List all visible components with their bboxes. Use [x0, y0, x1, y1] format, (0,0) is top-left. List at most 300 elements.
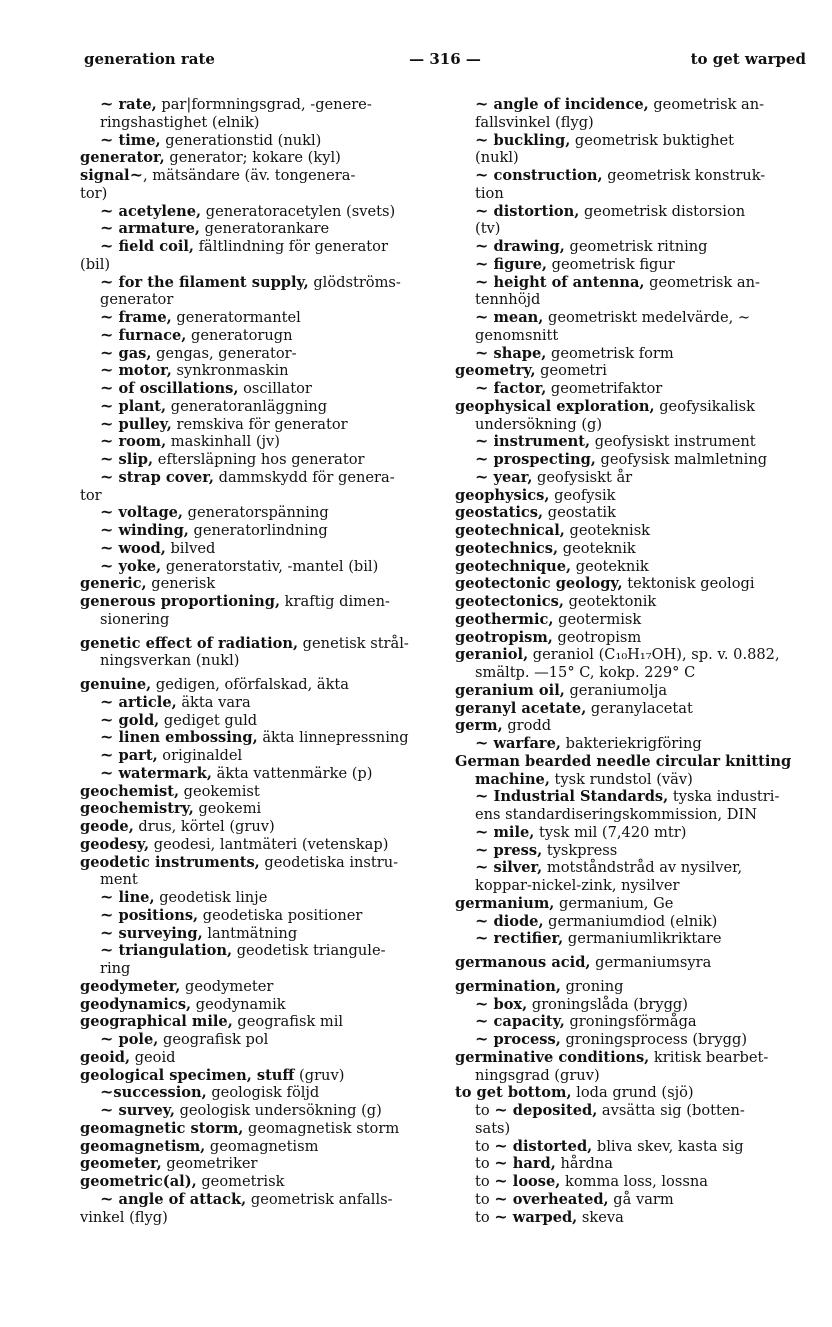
dictionary-entry: [80, 167, 430, 185]
swung-dash: ~: [100, 236, 114, 255]
swung-dash: ~: [475, 431, 489, 451]
headword: silver,: [488, 859, 543, 877]
definition: originaldel: [157, 747, 243, 764]
headword: diode,: [488, 912, 544, 930]
headword: line,: [113, 889, 155, 906]
definition: ningsverkan (nukl): [100, 652, 240, 670]
headword: angle of attack,: [113, 1190, 247, 1208]
headword: voltage,: [113, 504, 184, 522]
swung-dash: ~: [100, 466, 114, 486]
dictionary-entry: [455, 700, 810, 718]
definition: geokemist: [179, 782, 260, 800]
headword: rectifier,: [488, 930, 564, 948]
entry-continuation: [455, 291, 810, 309]
dictionary-entry: [80, 836, 430, 854]
sub-entry: [80, 395, 430, 416]
definition: groningslåda (brygg): [527, 995, 688, 1013]
sub-entry: [455, 309, 810, 327]
swung-dash: ~: [100, 520, 114, 539]
definition: , mätsändare (äv. tongenera-: [142, 167, 356, 184]
definition: tysk mil (7,420 mtr): [534, 823, 687, 841]
headword: hard,: [507, 1155, 556, 1173]
headword: mean,: [488, 309, 544, 326]
entry-continuation: [80, 114, 430, 132]
sub-entry: [455, 200, 810, 221]
entry-continuation: [455, 149, 810, 167]
swung-dash: ~: [475, 129, 489, 149]
definition: genetisk strål-: [298, 634, 409, 652]
sub-entry: [455, 271, 810, 292]
sub-entry: [455, 1173, 810, 1191]
headword: watermark,: [113, 764, 212, 782]
swung-dash: ~: [494, 1206, 508, 1226]
dictionary-entry: [455, 978, 810, 996]
headword: generator,: [80, 149, 165, 167]
definition: geotermisk: [553, 610, 642, 628]
definition: gediget guld: [159, 711, 258, 729]
dictionary-entry: [455, 522, 810, 540]
headword: instrument,: [488, 433, 591, 451]
sub-entry: [80, 1188, 430, 1209]
definition: geometriskt medelvärde, ~: [543, 309, 751, 326]
header-right-guideword: to get warped: [690, 50, 806, 68]
definition: tor): [80, 184, 108, 202]
headword: geophysics,: [455, 486, 550, 504]
definition: geometrisk figur: [546, 255, 675, 273]
headword: surveying,: [113, 924, 203, 942]
headword: gold,: [113, 711, 160, 729]
sub-entry: [455, 1102, 810, 1120]
entry-continuation: [455, 220, 810, 238]
headword: height of antenna,: [488, 273, 645, 291]
swung-dash: ~: [100, 537, 114, 557]
dictionary-entry: [455, 593, 810, 611]
definition: gengas, generator-: [151, 344, 297, 362]
definition: geometrisk anfalls-: [246, 1190, 393, 1208]
swung-dash: ~: [475, 466, 489, 486]
entry-continuation: [455, 114, 810, 132]
swung-dash: ~: [100, 745, 114, 764]
headword: genetic effect of radiation,: [80, 634, 299, 652]
sub-entry: [80, 747, 430, 765]
definition: tor: [80, 486, 102, 504]
definition: tion: [475, 184, 504, 202]
dictionary-entry: [80, 854, 430, 872]
definition: maskinhall (jv): [166, 433, 280, 451]
entry-continuation: [455, 416, 810, 434]
definition: synkronmaskin: [171, 362, 289, 380]
definition: ringshastighet (elnik): [100, 113, 260, 131]
sub-entry: [455, 910, 810, 931]
headword: mile,: [488, 823, 535, 841]
swung-dash: ~: [475, 1029, 489, 1048]
headword: for the filament supply,: [113, 273, 309, 291]
definition: germaniumsyra: [590, 954, 712, 971]
sub-entry: [80, 522, 430, 540]
headword: geranyl acetate,: [455, 699, 587, 717]
sub-entry: [80, 709, 430, 730]
dictionary-entry: [80, 593, 430, 611]
definition: tysk rundstol (väv): [549, 770, 693, 788]
swung-dash: ~: [100, 342, 114, 362]
headword: plant,: [113, 397, 167, 415]
swung-dash: ~: [475, 271, 489, 291]
swung-dash: ~: [100, 555, 114, 575]
right-column: [455, 96, 810, 1226]
definition: geologisk undersökning (g): [174, 1102, 382, 1119]
definition: germaniumdiod (elnik): [543, 912, 718, 930]
definition: äkta vara: [176, 693, 251, 711]
definition: eftersläpning hos generator: [153, 451, 365, 468]
entry-continuation: [455, 1067, 810, 1085]
definition: remskiva för generator: [171, 415, 348, 433]
sub-entry: [80, 762, 430, 783]
sub-entry: [455, 451, 810, 469]
sub-entry: [80, 537, 430, 558]
entry-continuation: [455, 185, 810, 203]
headword: geotectonics,: [455, 593, 564, 610]
dictionary-entry: [80, 676, 430, 694]
definition: germaniumlikriktare: [563, 930, 722, 948]
sub-entry: [80, 904, 430, 925]
definition: geofysiskt år: [532, 468, 633, 486]
definition: gedigen, oförfalskad, äkta: [151, 676, 349, 693]
definition: kraftig dimen-: [280, 593, 390, 610]
dictionary-entry: [455, 646, 810, 664]
definition: lantmätning: [202, 924, 298, 942]
headword: overheated,: [507, 1190, 609, 1208]
headword: frame,: [113, 309, 172, 326]
headword: geochemistry,: [80, 800, 194, 818]
definition: generatorugn: [186, 326, 293, 344]
headword: signal: [80, 167, 130, 184]
swung-dash: ~: [100, 1082, 114, 1102]
definition: dammskydd för genera-: [213, 468, 395, 486]
swung-dash: ~: [475, 786, 489, 806]
dictionary-entry: [80, 1120, 430, 1138]
definition: ningsgrad (gruv): [475, 1066, 600, 1084]
entry-continuation: [80, 871, 430, 889]
swung-dash: ~: [475, 449, 489, 468]
definition: äkta vattenmärke (p): [212, 764, 373, 782]
definition: groningsprocess (brygg): [560, 1031, 748, 1048]
entry-prefix: to: [475, 1137, 495, 1155]
dictionary-entry: [455, 629, 810, 647]
entry-continuation: [80, 960, 430, 978]
entry-prefix: to: [475, 1102, 495, 1119]
swung-dash: ~: [100, 940, 114, 960]
headword: geranium oil,: [455, 681, 565, 699]
definition: undersökning (g): [475, 415, 603, 433]
definition: geodynamik: [191, 995, 286, 1013]
swung-dash: ~: [100, 395, 114, 415]
entry-prefix: to: [475, 1155, 495, 1173]
dictionary-entry: [455, 954, 810, 972]
headword: triangulation,: [113, 942, 233, 960]
headword: generous proportioning,: [80, 593, 281, 610]
definition: geodetisk linje: [154, 889, 268, 906]
definition: generator; kokare (kyl): [164, 149, 341, 167]
definition: fallsvinkel (flyg): [475, 113, 594, 131]
sub-entry: [455, 1155, 810, 1173]
headword: Industrial Standards,: [488, 788, 669, 806]
headword: geoid,: [80, 1048, 131, 1066]
swung-dash: ~: [100, 709, 114, 729]
sub-entry: [455, 1013, 810, 1031]
definition: generationstid (nukl): [160, 131, 322, 149]
headword: geochemist,: [80, 782, 180, 800]
swung-dash: ~: [494, 1188, 508, 1208]
definition: glödströms-: [308, 273, 401, 291]
headword: slip,: [113, 451, 154, 468]
swung-dash: ~: [100, 1188, 114, 1208]
swung-dash: ~: [100, 378, 114, 397]
definition: tennhöjd: [475, 291, 541, 309]
headword: distorted,: [507, 1137, 593, 1155]
headword: machine,: [475, 770, 550, 788]
definition: äkta linnepressning: [257, 729, 409, 747]
headword: geode,: [80, 818, 134, 835]
swung-dash: ~: [475, 821, 489, 841]
headword: angle of incidence,: [488, 96, 649, 113]
sub-entry: [455, 788, 810, 806]
dictionary-entry: [455, 540, 810, 558]
swung-dash: ~: [475, 733, 489, 752]
dictionary-entry: [80, 185, 430, 203]
headword: article,: [113, 693, 177, 711]
definition: geokemi: [193, 800, 262, 818]
swung-dash: ~: [100, 431, 114, 451]
definition: germanium, Ge: [554, 894, 674, 912]
definition: geomagnetism: [205, 1137, 319, 1155]
definition: groning: [560, 977, 624, 995]
definition: genomsnitt: [475, 326, 559, 344]
headword: geometer,: [80, 1155, 162, 1173]
dictionary-entry: [455, 682, 810, 700]
swung-dash: ~: [100, 94, 114, 113]
headword: box,: [488, 995, 528, 1013]
dictionary-entry: [455, 558, 810, 576]
dictionary-entry: [455, 504, 810, 522]
headword: wood,: [113, 539, 166, 557]
headword: to get bottom,: [455, 1084, 572, 1102]
headword: acetylene,: [113, 202, 202, 220]
definition: geometrifaktor: [546, 380, 663, 397]
swung-dash: ~: [100, 762, 114, 782]
swung-dash: ~: [100, 360, 114, 380]
entry-prefix: to: [475, 1208, 495, 1226]
sub-entry: [455, 253, 810, 274]
definition: geraniol (C₁₀H₁₇OH), sp. v. 0.882,: [528, 646, 780, 664]
definition: geofysiskt instrument: [590, 433, 756, 451]
headword: motor,: [113, 362, 172, 380]
dictionary-entry: [455, 1084, 810, 1102]
definition: smältp. —15° C, kokp. 229° C: [475, 664, 696, 681]
definition: geologisk följd: [206, 1084, 320, 1102]
swung-dash: ~: [100, 904, 114, 924]
definition: generatorankare: [199, 220, 330, 238]
swung-dash: ~: [475, 165, 489, 184]
definition: bakteriekrigföring: [560, 735, 702, 752]
headword: construction,: [488, 167, 603, 184]
definition: geometrisk form: [546, 344, 674, 362]
sub-entry: [80, 380, 430, 398]
definition: tyska industri-: [668, 788, 780, 806]
definition: ens standardiseringskommission, DIN: [475, 806, 757, 823]
definition: vinkel (flyg): [80, 1208, 168, 1226]
dictionary-entry: [80, 1173, 430, 1191]
page-header: [84, 50, 806, 72]
definition: geometrisk buktighet: [570, 131, 735, 149]
headword: room,: [113, 433, 167, 451]
headword: pole,: [113, 1031, 159, 1048]
dictionary-entry: [80, 1209, 430, 1227]
headword: drawing,: [488, 238, 565, 255]
sub-entry: [455, 466, 810, 487]
swung-dash: ~: [475, 910, 489, 930]
swung-dash: ~: [100, 218, 114, 238]
definition: drus, körtel (gruv): [133, 818, 275, 835]
dictionary-entry: [80, 1155, 430, 1173]
definition: kritisk bearbet-: [649, 1048, 769, 1066]
definition: gå varm: [608, 1190, 674, 1208]
dictionary-entry: [80, 800, 430, 818]
dictionary-entry: [80, 256, 430, 274]
entry-continuation: [455, 1120, 810, 1138]
definition: geodetiska positioner: [198, 906, 363, 924]
headword: loose,: [507, 1173, 561, 1190]
dictionary-entry: [455, 398, 810, 416]
entry-prefix: to: [475, 1190, 495, 1208]
definition: geometrisk: [196, 1173, 285, 1190]
swung-dash: ~: [475, 342, 489, 362]
headword: geothermic,: [455, 610, 554, 628]
definition: geometrisk ritning: [564, 238, 708, 255]
headword: germinative conditions,: [455, 1048, 650, 1066]
header-left-guideword: generation rate: [84, 50, 215, 68]
dictionary-entry: [80, 1067, 430, 1085]
headword: geodynamics,: [80, 995, 192, 1013]
swung-dash: ~: [100, 727, 114, 747]
definition: generatorstativ, -mantel (bil): [161, 557, 379, 575]
definition: geoteknisk: [564, 522, 651, 539]
headword: process,: [488, 1031, 561, 1048]
swung-dash: ~: [100, 129, 114, 149]
swung-dash: ~: [100, 449, 114, 468]
swung-dash: ~: [100, 922, 114, 942]
headword: geotechnics,: [455, 539, 559, 557]
entry-continuation: [80, 652, 430, 670]
definition: geometriker: [161, 1155, 258, 1173]
headword: succession,: [113, 1084, 207, 1102]
definition: (tv): [475, 220, 501, 238]
entry-prefix: to: [475, 1173, 495, 1190]
definition: geometrisk distorsion: [579, 202, 746, 220]
sub-entry: [80, 96, 430, 114]
definition: geomagnetisk storm: [243, 1119, 400, 1137]
dictionary-entry: [80, 575, 430, 593]
sub-entry: [455, 930, 810, 948]
definition: geodetiska instru-: [259, 853, 399, 871]
dictionary-entry: [80, 1049, 430, 1067]
dictionary-entry: [455, 1049, 810, 1067]
definition: sats): [475, 1119, 511, 1137]
definition: generatorspänning: [183, 504, 329, 522]
headword: armature,: [113, 220, 200, 238]
headword: capacity,: [488, 1013, 565, 1031]
sub-entry: [80, 942, 430, 960]
sub-entry: [455, 380, 810, 398]
dictionary-entry: [80, 818, 430, 836]
sub-entry: [80, 413, 430, 434]
headword: linen embossing,: [113, 729, 258, 747]
definition: geoid: [130, 1048, 176, 1066]
definition: geotropism: [552, 628, 642, 646]
sub-entry: [455, 342, 810, 363]
definition: bliva skev, kasta sig: [592, 1137, 744, 1155]
definition: geografisk pol: [158, 1031, 269, 1048]
definition: komma loss, lossna: [560, 1173, 708, 1190]
swung-dash: ~: [475, 307, 489, 326]
swung-dash: ~: [475, 857, 489, 877]
definition: koppar-nickel-zink, nysilver: [475, 877, 680, 894]
dictionary-entry: [80, 978, 430, 996]
headword: rate,: [113, 96, 157, 113]
definition: fältlindning för generator: [194, 238, 388, 255]
definition: geotektonik: [563, 593, 657, 610]
sub-entry: [455, 238, 810, 256]
sub-entry: [80, 342, 430, 363]
definition: geometri: [535, 362, 607, 380]
headword: year,: [488, 468, 533, 486]
definition: geoteknik: [571, 557, 649, 575]
definition: geodesi, lantmäteri (vetenskap): [149, 835, 389, 853]
entry-continuation: [455, 664, 810, 682]
headword: germ,: [455, 717, 503, 735]
headword: yoke,: [113, 557, 162, 575]
entry-continuation: [455, 327, 810, 345]
entry-continuation: [80, 291, 430, 309]
headword: strap cover,: [113, 468, 214, 486]
sub-entry: [80, 129, 430, 150]
left-column: [80, 96, 430, 1226]
headword: geomagnetic storm,: [80, 1119, 244, 1137]
headword: press,: [488, 841, 543, 859]
headword: German bearded needle circular knitting: [455, 752, 792, 770]
dictionary-entry: [80, 1013, 430, 1031]
headword: factor,: [488, 380, 547, 397]
definition: par|formningsgrad, -genere-: [156, 96, 372, 113]
definition: geostatik: [543, 504, 616, 522]
entry-continuation: [80, 611, 430, 629]
definition: avsätta sig (botten-: [597, 1102, 745, 1119]
sub-entry: [455, 129, 810, 150]
headword: germination,: [455, 977, 561, 995]
sub-entry: [455, 1031, 810, 1049]
headword: genuine,: [80, 676, 152, 693]
sub-entry: [455, 167, 810, 185]
swung-dash: ~: [475, 94, 489, 113]
headword: field coil,: [113, 238, 194, 255]
headword: of oscillations,: [113, 380, 239, 397]
swung-dash: ~: [100, 413, 114, 433]
headword: warfare,: [488, 735, 561, 752]
swung-dash: ~: [475, 253, 489, 273]
definition: skeva: [577, 1208, 624, 1226]
dictionary-entry: [80, 487, 430, 505]
headword: geometry,: [455, 362, 536, 380]
definition: geraniumolja: [564, 681, 668, 699]
